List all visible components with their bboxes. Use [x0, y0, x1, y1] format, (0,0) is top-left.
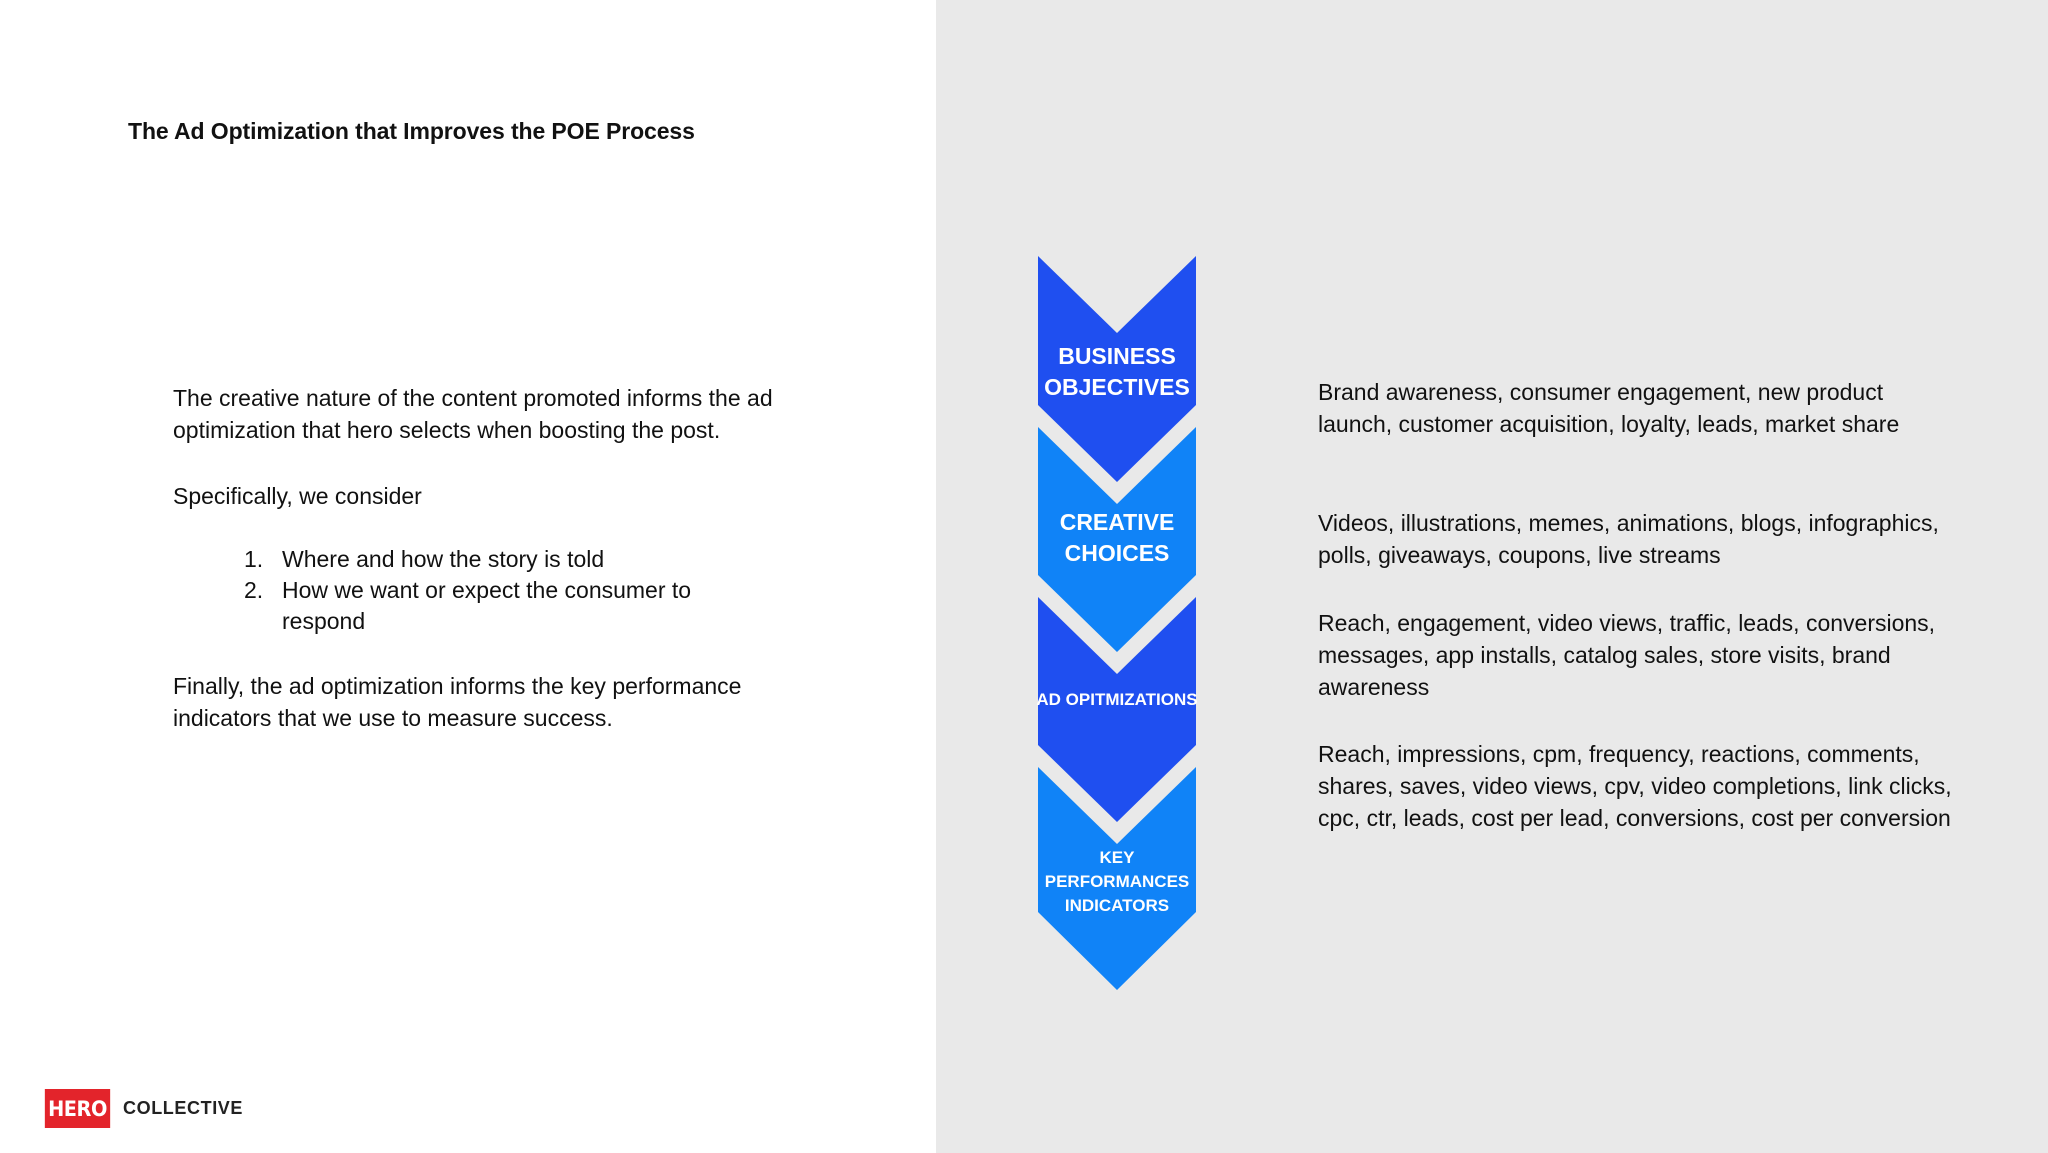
hero-collective-logo — [42, 1089, 243, 1128]
list-item-number: 2. — [244, 577, 264, 603]
list-item-text: Where and how the story is told — [282, 546, 605, 572]
business-objectives-description: Brand awareness, consumer engagement, new product launch, customer acquisition, loyalty, leads, market share — [1318, 379, 1900, 437]
ad-optimizations-description: Reach, engagement, video views, traffic, leads, conversions, messages, app installs, catalog sales, store visits, brand awareness — [1318, 610, 1936, 700]
slide-title: The Ad Optimization that Improves the POE Process — [128, 118, 695, 144]
chevron-label-business-objectives: BUSINESS OBJECTIVES — [1044, 343, 1190, 400]
logo-hero-mark: HERO — [45, 1089, 110, 1128]
list-item-text: How we want or expect the consumer to respond — [282, 577, 692, 634]
chevron-label-ad-optimizations: AD OPITMIZATIONS — [1036, 690, 1198, 709]
chevron-label-creative-choices: CREATIVE CHOICES — [1059, 509, 1175, 566]
intro-paragraph: The creative nature of the content promoted informs the ad optimization that hero selects when boosting the post. — [173, 385, 773, 443]
chevron-label-key-performance-indicators: KEY PERFORMANCES INDICATORS — [1044, 848, 1190, 915]
consider-paragraph: Specifically, we consider — [173, 483, 422, 509]
creative-choices-description: Videos, illustrations, memes, animations, blogs, infographics, polls, giveaways, coupons, live streams — [1318, 510, 1939, 568]
logo-collective-wordmark: COLLECTIVE — [123, 1098, 244, 1118]
list-item-number: 1. — [244, 546, 264, 572]
final-paragraph: Finally, the ad optimization informs the key performance indicators that we use to measure success. — [173, 673, 742, 731]
kpi-description: Reach, impressions, cpm, frequency, reactions, comments, shares, saves, video views, cpv, video completions, link clicks, cpc, ctr, leads, cost per lead, conversions, cost per conversion — [1318, 741, 1952, 831]
